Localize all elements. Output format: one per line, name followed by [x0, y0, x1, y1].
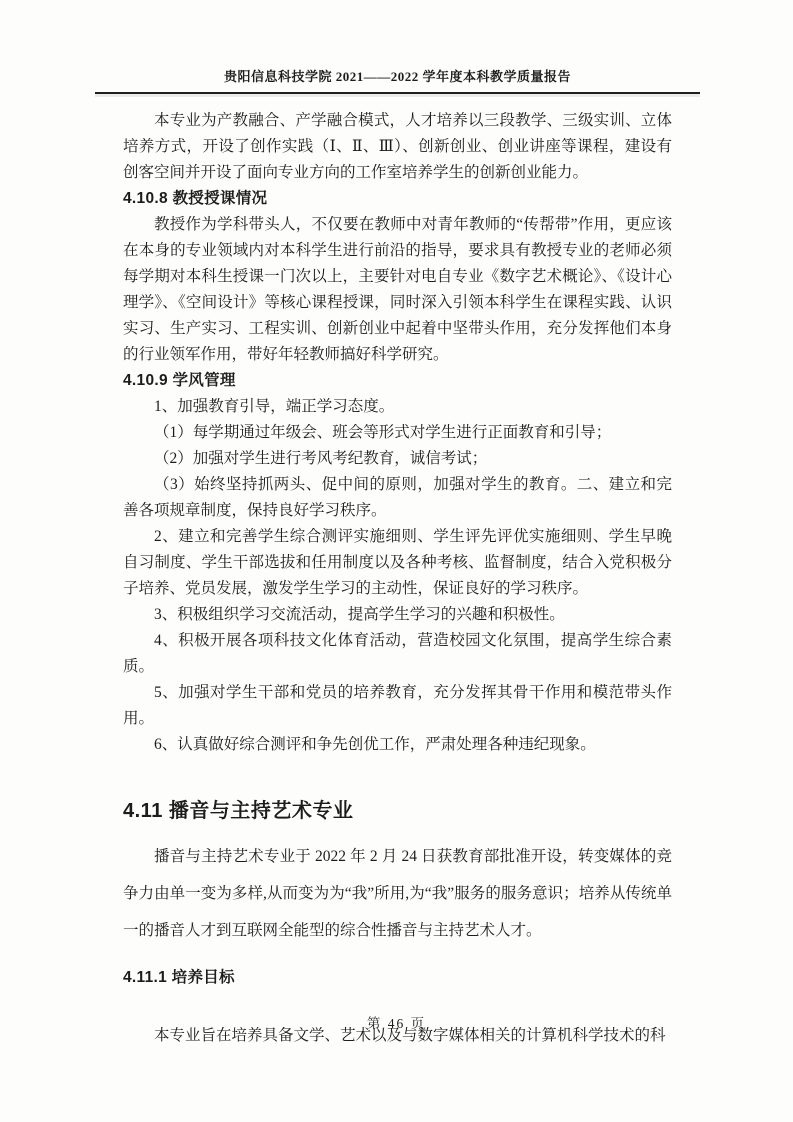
section-heading-4-11: 4.11 播音与主持艺术专业: [123, 800, 354, 822]
list-item: 3、积极组织学习交流活动，提高学生学习的兴趣和积极性。: [154, 606, 565, 623]
list-item: （2）加强对学生进行考风考纪教育，诚信考试；: [154, 450, 488, 467]
section-heading-4-11-1: 4.11.1 培养目标: [123, 969, 235, 986]
list-item: 5、加强对学生干部和党员的培养教育，充分发挥其骨干作用和模范带头作用。: [123, 684, 672, 727]
list-item: 6、认真做好综合测评和争先创优工作，严肃处理各种违纪现象。: [154, 736, 596, 753]
list-item: 4、积极开展各项科技文化体育活动，营造校园文化氛围，提高学生综合素质。: [123, 632, 672, 675]
page-content: [123, 108, 672, 1049]
list-item: 2、建立和完善学生综合测评实施细则、学生评先评优实施细则、学生早晚自习制度、学生干部选拔和任用制度以及各种考核、监督制度，结合入党积极分子培养、党员发展，激发学生学习的主动性，保证良好的学习秩序。: [123, 528, 672, 597]
section-4-11-intro: 播音与主持艺术专业于 2022 年 2 月 24 日获教育部批准开设，转变媒体的竞争力由单一变为多样,从而变为为“我”所用,为“我”服务的服务意识；培养从传统单一的播音人才到互联网全能型的综合性播音与主持艺术人才。: [123, 848, 672, 939]
section-heading-4-10-8: 4.10.8 教授授课情况: [123, 190, 268, 207]
intro-paragraph: 本专业为产教融合、产学融合模式，人才培养以三段教学、三级实训、立体培养方式，开设了创作实践（Ⅰ、Ⅱ、Ⅲ）、创新创业、创业讲座等课程，建设有创客空间并开设了面向专业方向的工作室培养学生的创新创业能力。: [123, 112, 672, 181]
list-item: （1）每学期通过年级会、班会等形式对学生进行正面教育和引导；: [154, 424, 612, 441]
section-4-11-1-body: 本专业旨在培养具备文学、艺术以及与数字媒体相关的计算机科学技术的科: [154, 1027, 666, 1044]
section-heading-4-10-9: 4.10.9 学风管理: [123, 372, 236, 389]
section-4-10-8-body: 教授作为学科带头人，不仅要在教师中对青年教师的“传帮带”作用，更应该在本身的专业领域内对本科学生进行前沿的指导，要求具有教授专业的老师必须每学期对本科生授课一门次以上，主要针对电自专业《数字艺术概论》、《设计心理学》、《空间设计》等核心课程授课，同时深入引领本科学生在课程实践、认识实习、生产实习、工程实训、创新创业中起着中坚带头作用，充分发挥他们本身的行业领军作用，带好年轻教师搞好科学研究。: [123, 216, 672, 363]
running-header: 贵阳信息科技学院 2021——2022 学年度本科教学质量报告: [95, 66, 700, 94]
list-item: 1、加强教育引导，端正学习态度。: [154, 398, 395, 415]
page-number: 第 46 页: [366, 1016, 427, 1031]
list-item: （3）始终坚持抓两头、促中间的原则，加强对学生的教育。二、建立和完善各项规章制度，保持良好学习秩序。: [123, 476, 672, 519]
